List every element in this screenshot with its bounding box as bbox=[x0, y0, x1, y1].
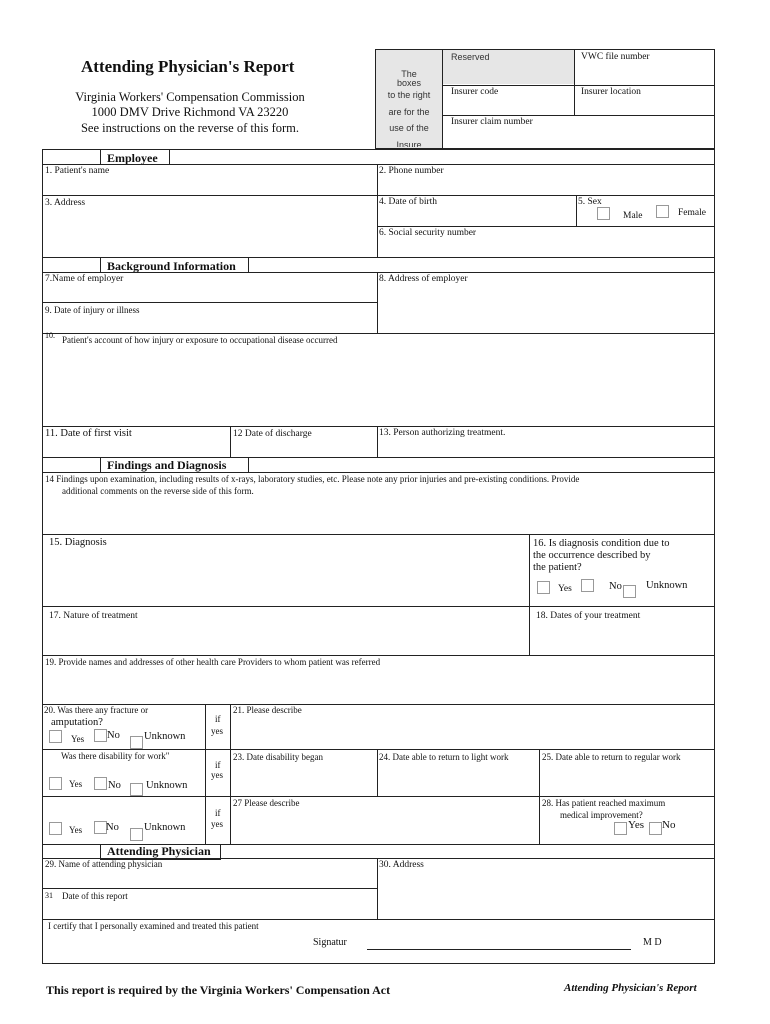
q20-no-checkbox[interactable] bbox=[94, 729, 107, 742]
disability-yes-label: Yes bbox=[69, 779, 83, 789]
address-field[interactable]: 3. Address bbox=[45, 198, 86, 208]
q16-yes-label: Yes bbox=[558, 584, 572, 594]
date-of-birth-field[interactable]: 4. Date of birth bbox=[379, 197, 438, 207]
q20-no-label: No bbox=[107, 730, 120, 741]
physician-address-field[interactable]: 30. Address bbox=[379, 860, 424, 870]
patient-account-field[interactable]: Patient's account of how injury or exposure to occupational disease occurred bbox=[62, 335, 338, 345]
sex-male-label: Male bbox=[623, 211, 643, 221]
q16-no-label: No bbox=[609, 581, 622, 592]
footer-act-note: This report is required by the Virginia Workers' Compensation Act bbox=[46, 983, 391, 997]
q27-yes-label: yes bbox=[211, 819, 223, 829]
phone-number-field[interactable]: 2. Phone number bbox=[379, 166, 444, 176]
light-work-date-field[interactable]: 24. Date able to return to light work bbox=[379, 752, 509, 762]
sex-female-label: Female bbox=[678, 208, 706, 218]
disability-question: Was there disability for work" bbox=[61, 751, 170, 761]
q16-unknown-label: Unknown bbox=[646, 580, 688, 591]
employer-address-field[interactable]: 8. Address of employer bbox=[379, 274, 468, 284]
employer-name-field[interactable]: 7.Name of employer bbox=[45, 274, 124, 284]
dates-of-treatment-field[interactable]: 18. Dates of your treatment bbox=[536, 611, 641, 621]
ssn-field[interactable]: 6. Social security number bbox=[379, 228, 477, 238]
disability-yes-checkbox[interactable] bbox=[49, 777, 62, 790]
q28-label-1: 28. Has patient reached maximum bbox=[542, 798, 666, 808]
commission-address: 1000 DMV Drive Richmond VA 23220 bbox=[91, 105, 289, 119]
first-visit-field[interactable]: 11. Date of first visit bbox=[45, 428, 132, 439]
person-authorizing-field[interactable]: 13. Person authorizing treatment. bbox=[379, 428, 506, 438]
insurer-use-note: The boxes to the right are for the use of the Insure bbox=[387, 69, 431, 147]
q21-yes-label: yes bbox=[211, 726, 223, 736]
q27-if-label: if bbox=[215, 808, 221, 818]
commission-name: Virginia Workers' Compensation Commission bbox=[75, 90, 305, 104]
form-title: Attending Physician's Report bbox=[81, 57, 295, 76]
findings-heading: Findings and Diagnosis bbox=[107, 458, 227, 472]
q16-label-1: 16. Is diagnosis condition due to bbox=[533, 538, 670, 549]
q20-yes-label: Yes bbox=[71, 734, 85, 744]
insurer-claim-number-field[interactable]: Insurer claim number bbox=[451, 117, 533, 127]
disability-unknown-checkbox[interactable] bbox=[130, 783, 143, 796]
insurer-code-field[interactable]: Insurer code bbox=[451, 87, 499, 97]
findings-note: additional comments on the reverse side of this form. bbox=[62, 486, 254, 496]
q21-if-label: if bbox=[215, 714, 221, 724]
md-label: M D bbox=[643, 937, 662, 948]
q28-yes-checkbox[interactable] bbox=[614, 822, 627, 835]
disability-began-field[interactable]: 23. Date disability began bbox=[233, 752, 323, 762]
disability-unknown-label: Unknown bbox=[146, 780, 188, 791]
q26-no-label: No bbox=[106, 822, 119, 833]
account-number: 10. bbox=[45, 331, 55, 340]
q16-label-2: the occurrence described by bbox=[533, 550, 651, 561]
q26-yes-label: Yes bbox=[69, 825, 83, 835]
nature-of-treatment-field[interactable]: 17. Nature of treatment bbox=[49, 611, 138, 621]
q28-no-label: No bbox=[662, 819, 676, 831]
q27-describe-field[interactable]: 27 Please describe bbox=[233, 798, 300, 808]
signature-line[interactable] bbox=[367, 949, 631, 950]
q26-unknown-label: Unknown bbox=[144, 822, 186, 833]
q28-label-2: medical improvement? bbox=[560, 810, 643, 820]
signature-label: Signatur bbox=[313, 937, 347, 948]
physician-heading: Attending Physician bbox=[107, 844, 211, 858]
q20-label-2: amputation? bbox=[51, 717, 103, 728]
disability-no-checkbox[interactable] bbox=[94, 777, 107, 790]
diagnosis-field[interactable]: 15. Diagnosis bbox=[49, 537, 107, 548]
disability-no-label: No bbox=[108, 780, 121, 791]
insurer-location-field[interactable]: Insurer location bbox=[581, 87, 641, 97]
background-heading: Background Information bbox=[107, 259, 236, 273]
discharge-date-field[interactable]: 12 Date of discharge bbox=[233, 429, 312, 439]
sex-male-checkbox[interactable] bbox=[597, 207, 610, 220]
q20-label-1: 20. Was there any fracture or bbox=[44, 705, 149, 715]
q23-yes-label: yes bbox=[211, 770, 223, 780]
q16-unknown-checkbox[interactable] bbox=[623, 585, 636, 598]
q26-yes-checkbox[interactable] bbox=[49, 822, 62, 835]
reserved-label: Reserved bbox=[451, 52, 490, 62]
findings-field[interactable]: 14 Findings upon examination, including results of x-rays, laboratory studies, etc. Please note any prior injuries and pre-existing conditions. Provide bbox=[45, 474, 580, 484]
employee-heading: Employee bbox=[107, 151, 158, 165]
instructions-note: See instructions on the reverse of this form. bbox=[80, 121, 299, 135]
sex-label: 5. Sex bbox=[578, 197, 602, 207]
vwc-file-number-field[interactable]: VWC file number bbox=[581, 52, 650, 62]
q20-unknown-label: Unknown bbox=[144, 731, 186, 742]
q28-yes-label: Yes bbox=[628, 819, 645, 831]
q20-yes-checkbox[interactable] bbox=[49, 730, 62, 743]
q21-describe-field[interactable]: 21. Please describe bbox=[233, 705, 302, 715]
q16-yes-checkbox[interactable] bbox=[537, 581, 550, 594]
sex-female-checkbox[interactable] bbox=[656, 205, 669, 218]
physician-name-field[interactable]: 29. Name of attending physician bbox=[45, 859, 163, 869]
q20-unknown-checkbox[interactable] bbox=[130, 736, 143, 749]
q23-if-label: if bbox=[215, 760, 221, 770]
patient-name-field[interactable]: 1. Patient's name bbox=[45, 166, 110, 176]
certification-statement: I certify that I personally examined and treated this patient bbox=[48, 921, 259, 931]
q26-unknown-checkbox[interactable] bbox=[130, 828, 143, 841]
report-date-field[interactable]: Date of this report bbox=[62, 891, 128, 901]
regular-work-date-field[interactable]: 25. Date able to return to regular work bbox=[542, 752, 681, 762]
other-providers-field[interactable]: 19. Provide names and addresses of other health care Providers to whom patient was referred bbox=[45, 657, 381, 667]
report-date-number: 31 bbox=[45, 891, 53, 900]
q16-label-3: the patient? bbox=[533, 562, 582, 573]
injury-date-field[interactable]: 9. Date of injury or illness bbox=[45, 305, 140, 315]
footer-report-name: Attending Physician's Report bbox=[564, 982, 697, 994]
q28-no-checkbox[interactable] bbox=[649, 822, 662, 835]
q16-no-checkbox[interactable] bbox=[581, 579, 594, 592]
